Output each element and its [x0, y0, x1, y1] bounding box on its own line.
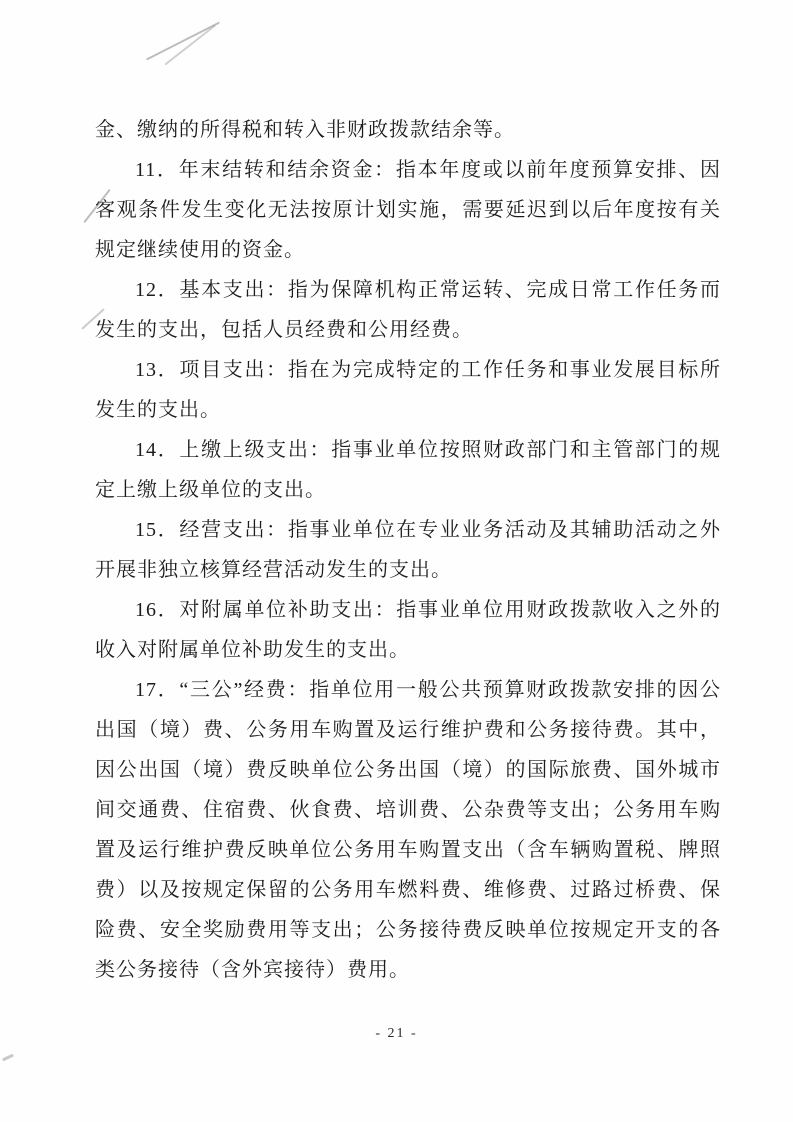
scan-artifact-bottom-mark	[2, 1054, 14, 1062]
paragraph-item-14: 14．上缴上级支出：指事业单位按照财政部门和主管部门的规定上缴上级单位的支出。	[95, 439, 721, 501]
page-number: - 21 -	[375, 1026, 418, 1041]
paragraph-item-15: 15．经营支出：指事业单位在专业业务活动及其辅助活动之外开展非独立核算经营活动发生的支出。	[95, 519, 721, 581]
paragraph-item-13: 13．项目支出：指在为完成特定的工作任务和事业发展目标所发生的支出。	[95, 359, 721, 421]
paragraph-item-11: 11．年末结转和结余资金：指本年度或以前年度预算安排、因客观条件发生变化无法按原计划实施，需要延迟到以后年度按有关规定继续使用的资金。	[95, 159, 721, 261]
paragraph-continuation: 金、缴纳的所得税和转入非财政拨款结余等。	[95, 119, 515, 141]
paragraph-item-16: 16．对附属单位补助支出：指事业单位用财政拨款收入之外的收入对附属单位补助发生的支出。	[95, 599, 721, 661]
paragraph-item-17: 17．“三公”经费：指单位用一般公共预算财政拨款安排的因公出国（境）费、公务用车购置及运行维护费和公务接待费。其中，因公出国（境）费反映单位公务出国（境）的国际旅费、国外城市间交通费、住宿费、伙食费、培训费、公杂费等支出；公务用车购置及运行维护费反映单位公务用车购置支出（含车辆购置税、牌照费）以及按规定保留的公务用车燃料费、维修费、过路过桥费、保险费、安全奖励费用等支出；公务接待费反映单位按规定开支的各类公务接待（含外宾接待）费用。	[95, 679, 721, 981]
document-body	[95, 110, 721, 990]
paragraph-item-12: 12．基本支出：指为保障机构正常运转、完成日常工作任务而发生的支出，包括人员经费和公用经费。	[95, 279, 721, 341]
